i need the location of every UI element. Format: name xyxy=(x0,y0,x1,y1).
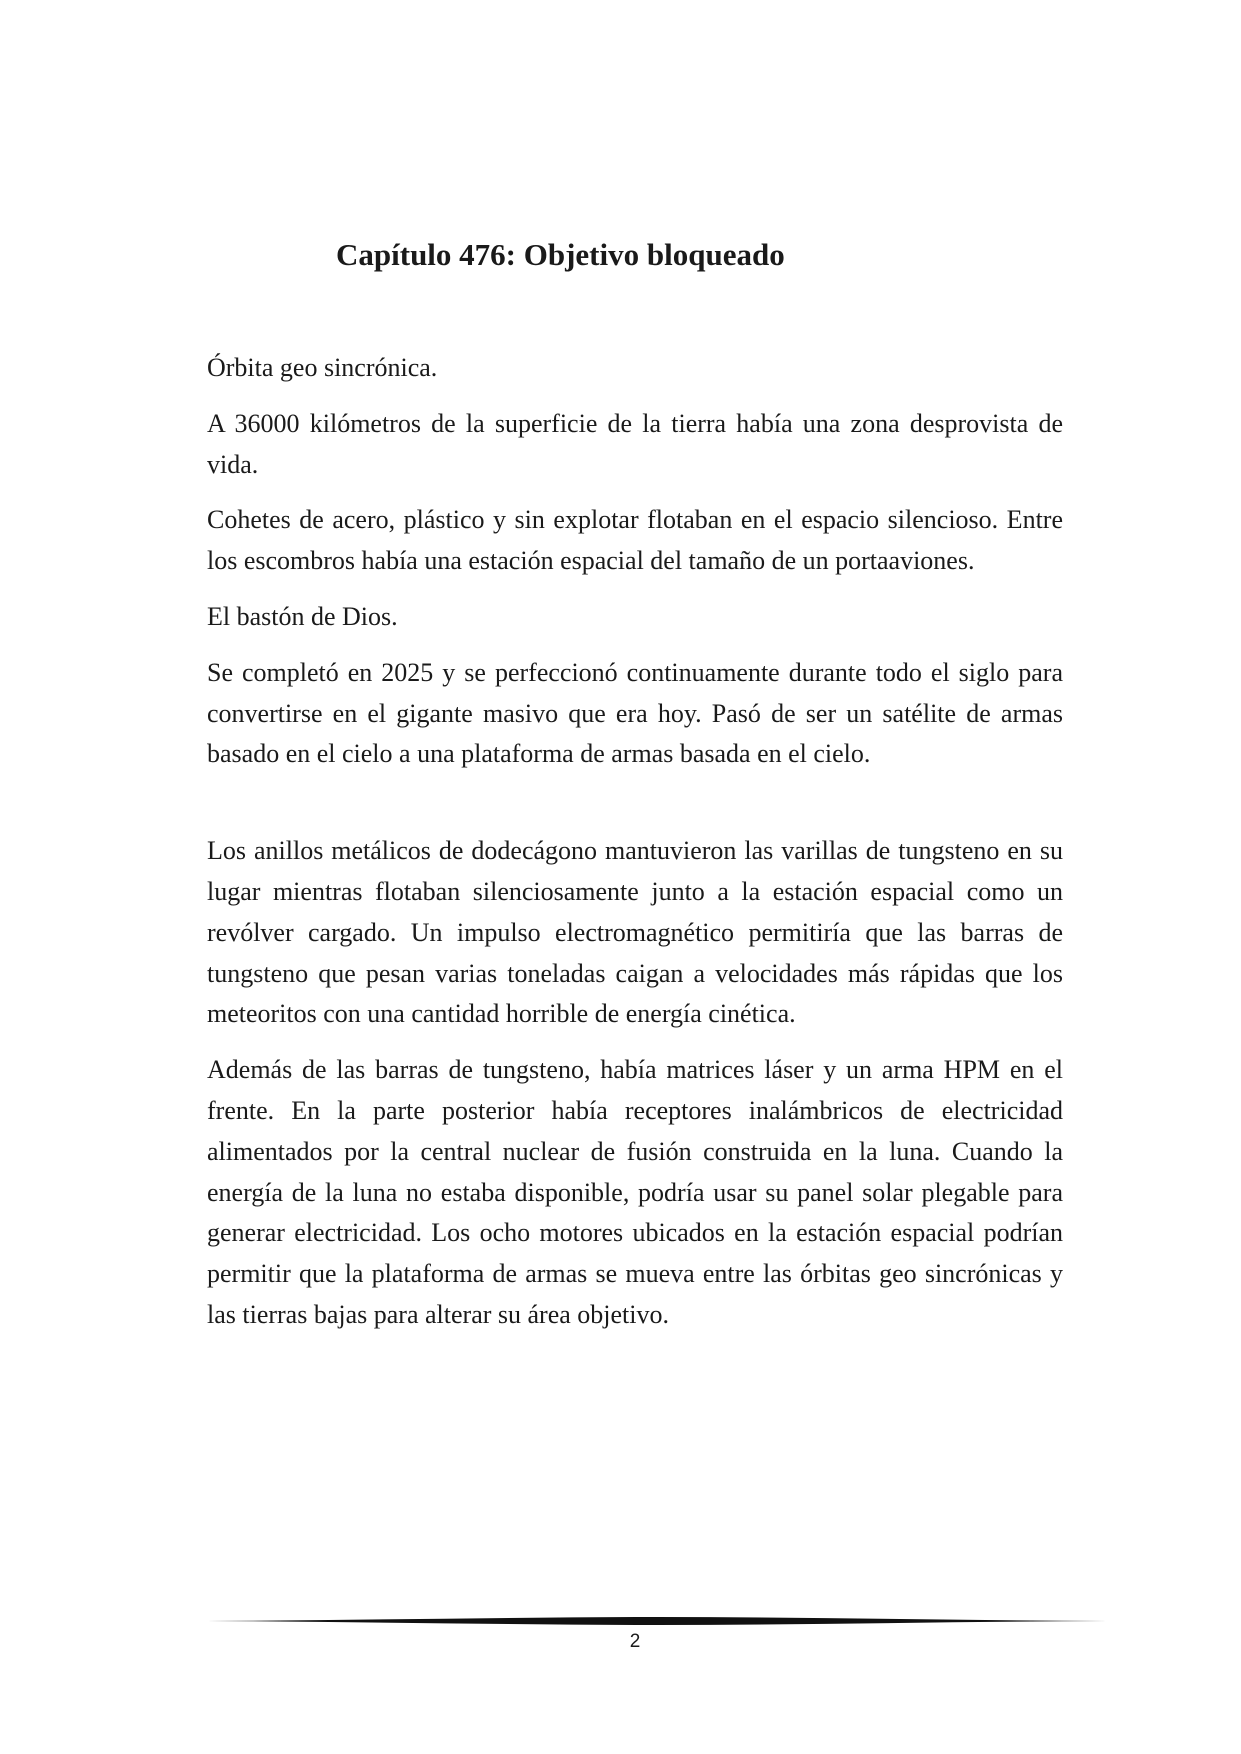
footer-divider xyxy=(207,1614,1107,1628)
body-text xyxy=(207,348,1063,1351)
paragraph-orbit: Órbita geo sincrónica. xyxy=(207,353,438,382)
paragraph-rod-of-god: El bastón de Dios. xyxy=(207,601,398,631)
paragraph-debris: Cohetes de acero, plástico y sin explotar flotaban en el espacio silencioso. Entre los escombros había una estación espacial del tamaño de un portaaviones. xyxy=(207,505,1063,576)
paragraph-completion: Se completó en 2025 y se perfeccionó continuamente durante todo el siglo para convertirse en el gigante masivo que era hoy. Pasó de ser un satélite de armas basado en el cielo a una plataforma de armas basada en el cielo. xyxy=(207,657,1063,769)
paragraph-distance: A 36000 kilómetros de la superficie de la tierra había una zona desprovista de vida. xyxy=(207,408,1063,479)
page-number: 2 xyxy=(629,1631,641,1652)
chapter-title: Capítulo 476: Objetivo bloqueado xyxy=(336,237,785,272)
paragraph-weapons: Además de las barras de tungsteno, había matrices láser y un arma HPM en el frente. En la parte posterior había receptores inalámbricos de electricidad alimentados por la central nuclear de fusión construida en la luna. Cuando la energía de la luna no estaba disponible, podría usar su panel solar plegable para generar electricidad. Los ocho motores ubicados en la estación espacial podrían permitir que la plataforma de armas se mueva entre las órbitas geo sincrónicas y las tierras bajas para alterar su área objetivo. xyxy=(207,1055,1063,1329)
paragraph-tungsten-rings: Los anillos metálicos de dodecágono mantuvieron las varillas de tungsteno en su lugar mientras flotaban silenciosamente junto a la estación espacial como un revólver cargado. Un impulso electromagnético permitiría que las barras de tungsteno que pesan varias toneladas caigan a velocidades más rápidas que los meteoritos con una cantidad horrible de energía cinética. xyxy=(207,836,1063,1029)
